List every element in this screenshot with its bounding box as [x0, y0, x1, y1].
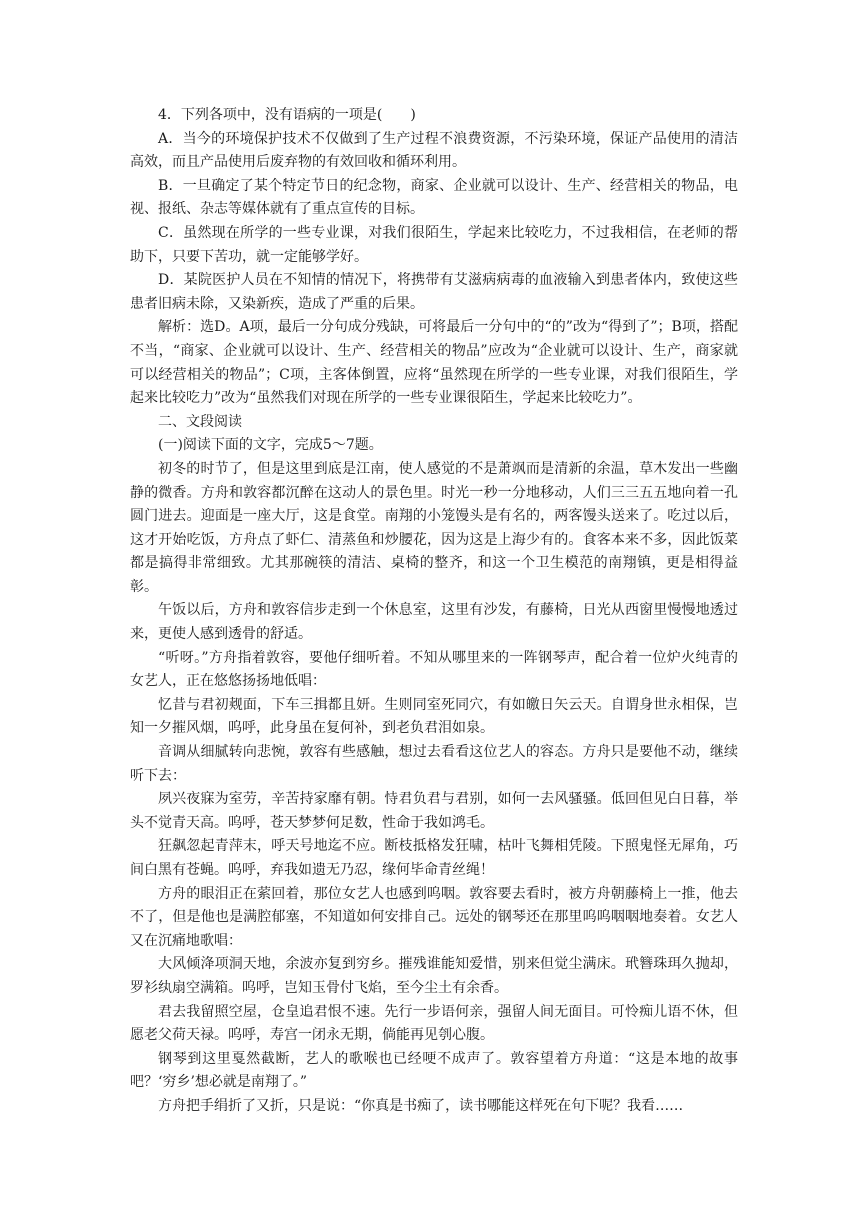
- passage-paragraph: 音调从细腻转向悲惋，敦容有些感触，想过去看看这位艺人的容态。方舟只是要他不动，继续听下去：: [130, 744, 738, 784]
- option-d: D．某院医护人员在不知情的情况下，将携带有艾滋病病毒的血液输入到患者体内，致使这些患者旧病未除，又染新疾，造成了严重的后果。: [130, 272, 738, 312]
- song-verse: 夙兴夜寐为室劳，辛苦持家靡有朝。恃君负君与君别，如何一去风骚骚。低回但见白日暮，举头不觉青天高。呜呼，苍天梦梦何足数，性命于我如鸿毛。: [130, 791, 738, 831]
- option-b: B．一旦确定了某个特定节日的纪念物，商家、企业就可以设计、生产、经营相关的物品，电视、报纸、杂志等媒体就有了重点宣传的目标。: [130, 177, 738, 218]
- option-c: C．虽然现在所学的一些专业课，对我们很陌生，学起来比较吃力，不过我相信，在老师的帮助下，只要下苦功，就一定能够学好。: [130, 224, 738, 265]
- answer-analysis: 解析：选D。A项，最后一分句成分残缺，可将最后一分句中的“的”改为“得到了”；B项，搭配不当，“商家、企业就可以设计、生产、经营相关的物品”应改为“企业就可以设计、生产，商家就可以经营相关的物品”；C项，主客体倒置，应将“虽然现在所学的一些专业课，对我们很陌生，学起来比较吃力”改为“虽然我们对现在所学的一些专业课很陌生，学起来比较吃力”。: [130, 319, 738, 407]
- passage-paragraph: 午饭以后，方舟和敦容信步走到一个休息室，这里有沙发，有藤椅，日光从西窗里慢慢地透过来，更使人感到透骨的舒适。: [130, 602, 738, 643]
- section-heading: 二、文段阅读: [158, 413, 242, 430]
- passage-paragraph: 初冬的时节了，但是这里到底是江南，使人感觉的不是萧飒而是清新的余温，草木发出一些幽静的微香。方舟和敦容都沉醉在这动人的景色里。时光一秒一分地移动，人们三三五五地向着一孔圆门进去。迎面是一座大厅，这是食堂。南翔的小笼馒头是有名的，两客馒头送来了。吃过以后，这才开始吃饭，方舟点了虾仁、清蒸鱼和炒腰花，因为这是上海少有的。食客本来不多，因此饭菜都是搞得非常细致。尤其那碗筷的清洁、桌椅的整齐，和这一个卫生模范的南翔镇，更是相得益彰。: [130, 460, 738, 595]
- song-verse: 狂飙忽起青萍末，呼天号地迄不应。断枝抵格发狂啸，枯叶飞舞相凭陵。下照鬼怪无犀角，巧间白黑有苍蝇。呜呼，弃我如遗无乃忍，缘何毕命青丝绳！: [130, 838, 738, 878]
- song-verse: 君去我留照空屋，仓皇追君恨不速。先行一步语何亲，强留人间无面目。可怜痴儿语不休，但愿老父荷天禄。呜呼，寿宫一闭永无期，倘能再见刳心腹。: [130, 1003, 738, 1044]
- passage-paragraph: 方舟的眼泪正在萦回着，那位女艺人也感到呜咽。敦容要去看时，被方舟朝藤椅上一推，他去不了，但是他也是满腔郁塞，不知道如何安排自己。远处的钢琴还在那里呜呜咽咽地奏着。女艺人又在沉痛地歌唱：: [130, 885, 738, 949]
- document-page: [130, 104, 738, 1119]
- song-verse: 大风倾洚项洞天地，余波亦复到穷乡。摧残谁能知爱惜，别来但觉尘满床。玳簪珠珥久抛却，罗衫纨扇空满箱。呜呼，岂知玉骨付飞焰，至今尘土有余香。: [130, 956, 738, 996]
- question-stem: 4．下列各项中，没有语病的一项是( ): [158, 107, 416, 123]
- song-verse: 忆昔与君初觌面，下车三揖都且妍。生则同室死同穴，有如皦日矢云天。自谓身世永相保，岂知一夕摧风烟，呜呼，此身虽在复何补，到老负君泪如泉。: [130, 696, 738, 737]
- passage-paragraph: “听呀。”方舟指着敦容，要他仔细听着。不知从哪里来的一阵钢琴声，配合着一位炉火纯青的女艺人，正在悠悠扬扬地低唱：: [130, 649, 738, 690]
- passage-paragraph: 方舟把手绢折了又折，只是说：“你真是书痴了，读书哪能这样死在句下呢？我看……: [158, 1097, 684, 1114]
- reading-instruction: (一)阅读下面的文字，完成5～7题。: [158, 437, 383, 454]
- option-a: A．当今的环境保护技术不仅做到了生产过程不浪费资源，不污染环境，保证产品使用的清洁高效，而且产品使用后废弃物的有效回收和循环利用。: [130, 130, 738, 171]
- passage-paragraph: 钢琴到这里戛然截断，艺人的歌喉也已经哽不成声了。敦容望着方舟道：“这是本地的故事吧？‘穷乡’想必就是南翔了。”: [130, 1050, 738, 1091]
